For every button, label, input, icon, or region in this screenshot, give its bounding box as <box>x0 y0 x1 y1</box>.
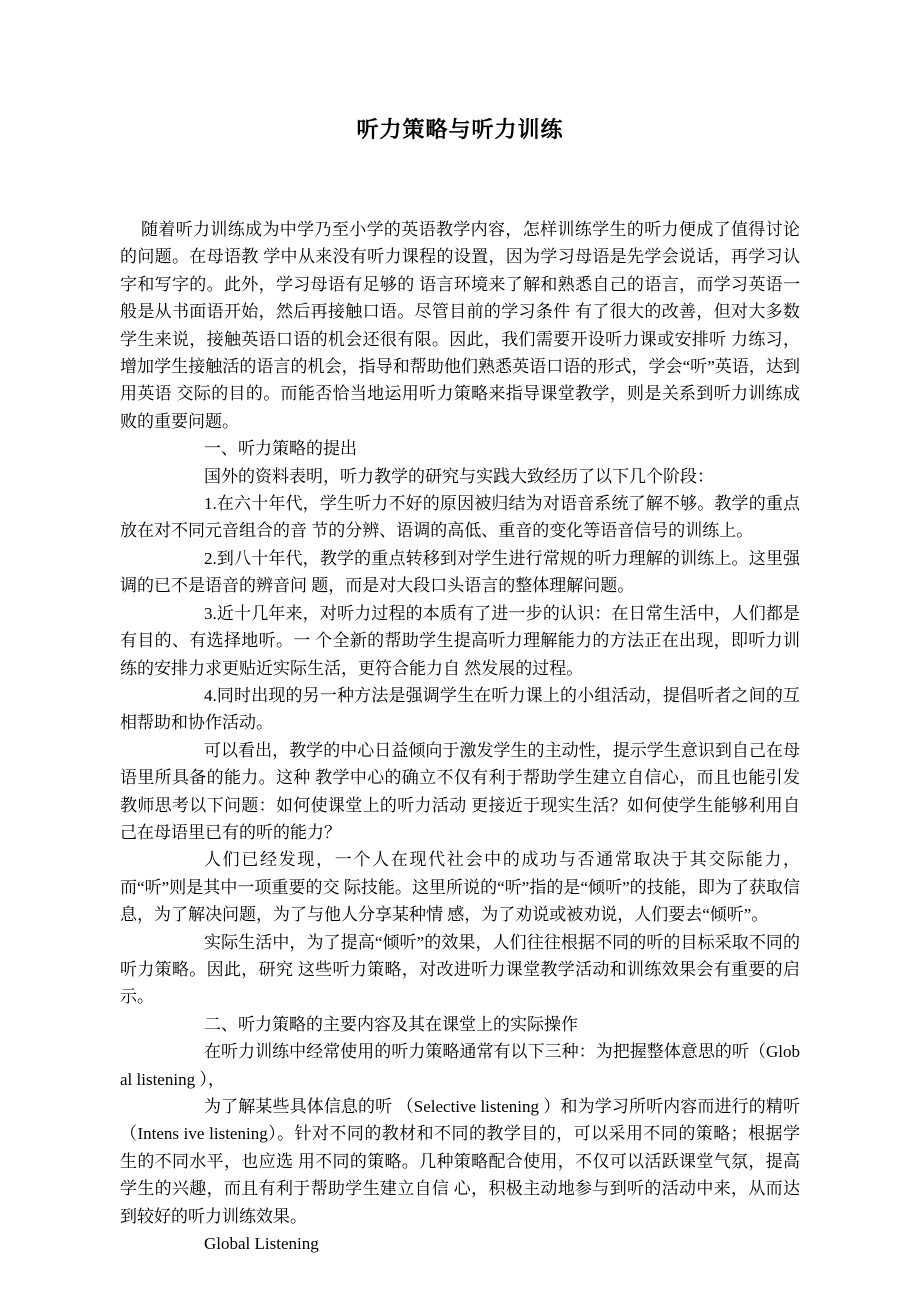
paragraph-stage-2: 2.到八十年代，教学的重点转移到对学生进行常规的听力理解的训练上。这里强调的已不是语音的辨音问 题，而是对大段口头语言的整体理解问题。 <box>120 548 800 596</box>
paragraph-stage-1: 1.在六十年代，学生听力不好的原因被归结为对语音系统了解不够。教学的重点放在对不同元音组合的音 节的分辨、语调的高低、重音的变化等语音信号的训练上。 <box>120 494 800 541</box>
paragraph-strategy-details: 为了解某些具体信息的听 （Selective listening ）和为学习所听内容而进行的精听（Intens ive listening）。针对不同的教材和不同的教学目的，可以采用不同的策略；根据学生的不同水平，也应选 用不同的策略。几种策略配合使用，不仅可以活跃课堂气氛，提高学生的兴趣，而且有利于帮助学生建立自信 心，积极主动地参与到听的活动中来，从而达到较好的听力训练效果。 <box>120 1097 800 1226</box>
paragraph-intro: 随着听力训练成为中学乃至小学的英语教学内容，怎样训练学生的听力便成了值得讨论的问题。在母语教 学中从来没有听力课程的设置，因为学习母语是先学会说话，再学习认字和写字的。此外，学习母语有足够的 语言环境来了解和熟悉自己的语言，而学习英语一般是从书面语开始，然后再接触口语。尽管目前的学习条件 有了很大的改善，但对大多数学生来说，接触英语口语的机会还很有限。因此，我们需要开设听力课或安排听 力练习，增加学生接触活的语言的机会，指导和帮助他们熟悉英语口语的形式，学会“听”英语，达到用英语 交际的目的。而能否恰当地运用听力策略来指导课堂教学，则是关系到听力训练成败的重要问题。 <box>120 220 800 431</box>
paragraph-teaching-center: 可以看出，教学的中心日益倾向于激发学生的主动性，提示学生意识到自己在母语里所具备的能力。这种 教学中心的确立不仅有利于帮助学生建立自信心，而且也能引发教师思考以下问题：如何使课堂上的听力活动 更接近于现实生活？如何使学生能够利用自己在母语里已有的听的能力？ <box>120 740 800 842</box>
paragraph-global-listening-heading: Global Listening <box>204 1234 319 1254</box>
paragraph-stages-intro: 国外的资料表明，听力教学的研究与实践大致经历了以下几个阶段： <box>204 466 714 486</box>
paragraph-listening-skill: 人们已经发现，一个人在现代社会中的成功与否通常取决于其交际能力，而“听”则是其中一项重要的交 际技能。这里所说的“听”指的是“倾听”的技能，即为了获取信息，为了解决问题，为了与他人分享某种情 感，为了劝说或被劝说，人们要去“倾听”。 <box>120 850 800 925</box>
paragraph-section-1-heading: 一、听力策略的提出 <box>204 439 357 459</box>
paragraph-stage-4: 4.同时出现的另一种方法是强调学生在听力课上的小组活动，提倡听者之间的互相帮助和协作活动。 <box>120 685 800 733</box>
paragraph-stage-3: 3.近十几年来，对听力过程的本质有了进一步的认识：在日常生活中，人们都是有目的、有选择地听。一 个全新的帮助学生提高听力理解能力的方法正在出现，即听力训练的安排力求更贴近实际生活，更符合能力自 然发展的过程。 <box>120 603 800 678</box>
document-title: 听力策略与听力训练 <box>356 117 564 142</box>
paragraph-section-2-heading: 二、听力策略的主要内容及其在课堂上的实际操作 <box>204 1014 578 1034</box>
paragraph-real-life: 实际生活中，为了提高“倾听”的效果，人们往往根据不同的听的目标采取不同的听力策略。因此，研究 这些听力策略，对改进听力课堂教学活动和训练效果会有重要的启示。 <box>120 932 800 1007</box>
paragraph-three-strategies: 在听力训练中经常使用的听力策略通常有以下三种：为把握整体意思的听（Global listening ）， <box>120 1042 800 1089</box>
